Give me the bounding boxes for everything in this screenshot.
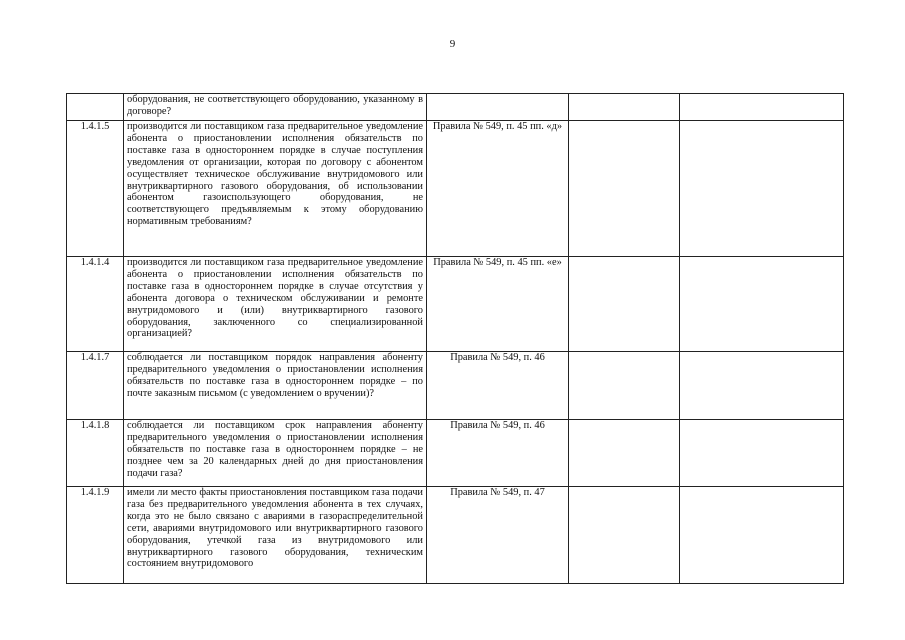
- note-cell: [680, 352, 844, 420]
- question-text: соблюдается ли поставщиком срок направления абоненту предварительного уведомления о приостановлении исполнения обязательств по поставке газа в одностороннем порядке – не позднее чем за 20 календарных дней до дня приостановления подачи газа?: [124, 420, 427, 487]
- question-text: соблюдается ли поставщиком порядок направления абоненту предварительного уведомления о приостановлении исполнения обязательств по поставке газа в одностороннем порядке – по почте заказным письмом (с уведомлением о вручении)?: [124, 352, 427, 420]
- question-text: оборудования, не соответствующего оборудованию, указанному в договоре?: [124, 94, 427, 121]
- note-cell: [680, 121, 844, 257]
- table-row: [67, 121, 844, 257]
- question-text: производится ли поставщиком газа предварительное уведомление абонента о приостановлении исполнения обязательств по поставке газа в одностороннем порядке в случае поступления уведомления от организации, которая по договору с абонентом осуществляет техническое обслуживание внутридомового или внутриквартирного газового оборудования, об использовании абонентом газоиспользующего оборудования, не соответствующего предъявляемым к этому оборудованию нормативным требованиям?: [124, 121, 427, 257]
- table-row: [67, 257, 844, 352]
- answer-cell: [569, 94, 680, 121]
- answer-cell: [569, 257, 680, 352]
- answer-cell: [569, 121, 680, 257]
- table-row: [67, 420, 844, 487]
- item-number: 1.4.1.4: [67, 257, 124, 352]
- legal-reference: Правила № 549, п. 45 пп. «е»: [427, 257, 569, 352]
- item-number: 1.4.1.7: [67, 352, 124, 420]
- note-cell: [680, 94, 844, 121]
- note-cell: [680, 257, 844, 352]
- note-cell: [680, 420, 844, 487]
- table-row: [67, 352, 844, 420]
- table-row: [67, 94, 844, 121]
- legal-reference: [427, 94, 569, 121]
- answer-cell: [569, 420, 680, 487]
- table-row: [67, 487, 844, 584]
- answer-cell: [569, 487, 680, 584]
- page-number: 9: [449, 38, 456, 50]
- item-number: 1.4.1.9: [67, 487, 124, 584]
- question-text: производится ли поставщиком газа предварительное уведомление абонента о приостановлении исполнения обязательств по поставке газа в одностороннем порядке в случае отсутствия у абонента договора о техническом обслуживании и ремонте внутридомового и (или) внутриквартирного газового оборудования, заключенного со специализированной организацией?: [124, 257, 427, 352]
- legal-reference: Правила № 549, п. 47: [427, 487, 569, 584]
- question-text: имели ли место факты приостановления поставщиком газа подачи газа без предварительного уведомления абонента в тех случаях, когда это не было связано с авариями в газораспределительной сети, авариями внутридомового или внутриквартирного газового оборудования, утечкой газа из внутридомового или внутриквартирного газового оборудования, техническим состоянием внутридомового: [124, 487, 427, 584]
- note-cell: [680, 487, 844, 584]
- checklist-table: [66, 93, 844, 584]
- legal-reference: Правила № 549, п. 45 пп. «д»: [427, 121, 569, 257]
- item-number: 1.4.1.8: [67, 420, 124, 487]
- legal-reference: Правила № 549, п. 46: [427, 420, 569, 487]
- item-number: [67, 94, 124, 121]
- answer-cell: [569, 352, 680, 420]
- legal-reference: Правила № 549, п. 46: [427, 352, 569, 420]
- item-number: 1.4.1.5: [67, 121, 124, 257]
